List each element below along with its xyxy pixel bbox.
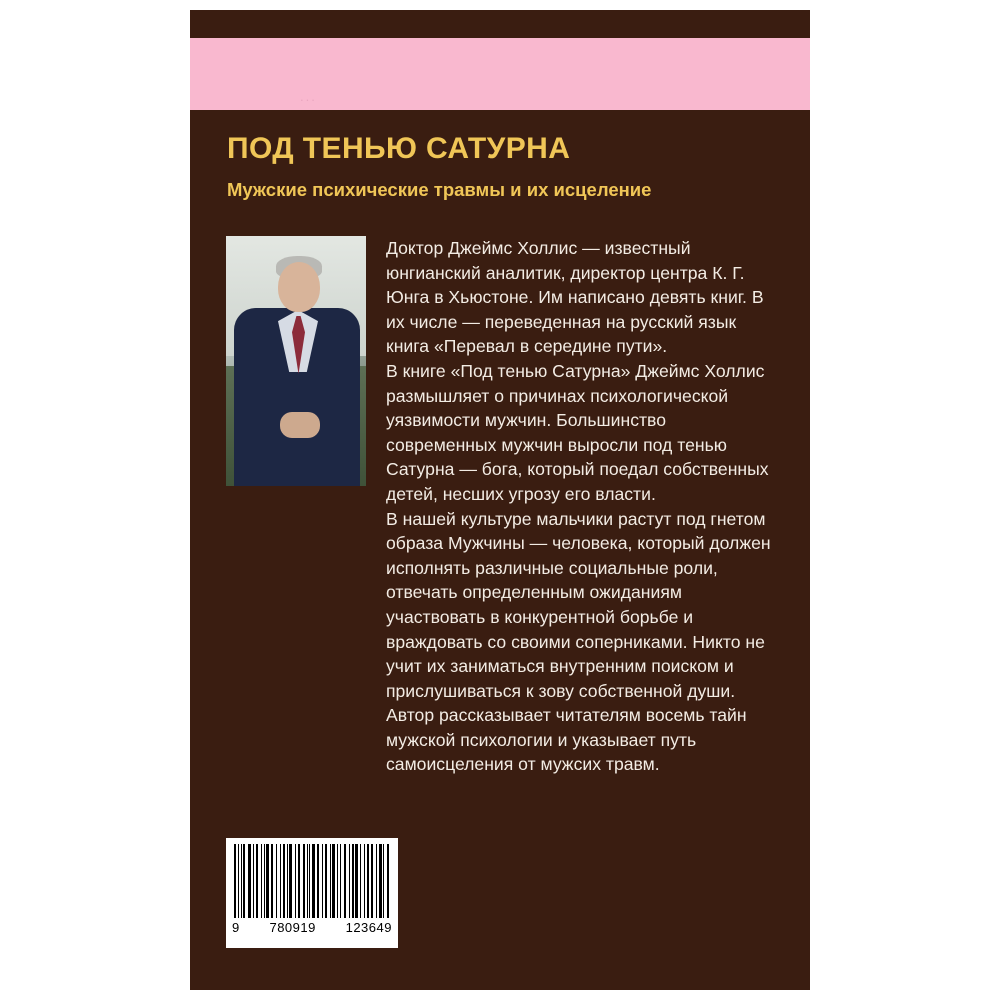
- band-mark: ...: [300, 89, 317, 104]
- pink-band: [190, 38, 810, 110]
- barcode-digits-group1: 780919: [269, 920, 316, 935]
- barcode-bars: [232, 844, 392, 918]
- photo-hands: [280, 412, 320, 438]
- barcode: [226, 838, 398, 948]
- blurb-text: [386, 236, 778, 777]
- barcode-digit-left: 9: [232, 920, 240, 935]
- author-photo: [226, 236, 366, 486]
- barcode-digits-group2: 123649: [345, 920, 392, 935]
- book-title: ПОД ТЕНЬЮ САТУРНА: [227, 132, 571, 165]
- blurb-paragraph: В книге «Под тенью Сатурна» Джеймс Холлис размышляет о причинах психологической уязвимости мужчин. Большинство современных мужчин выросли под тенью Сатурна — бога, который поедал собственных детей, несших угрозу его власти.: [386, 360, 769, 504]
- blurb-paragraph: Автор рассказывает читателям восемь тайн мужской психологии и указывает путь самоисцеления от мужсих травм.: [386, 705, 747, 775]
- book-back-cover: [190, 10, 810, 990]
- blurb-paragraph: Доктор Джеймс Холлис — известный юнгианский аналитик, директор центра К. Г. Юнга в Хьюстоне. Им написано девять книг. В их числе — переведенная на русский язык книга «Перевал в середине пути».: [386, 238, 764, 357]
- barcode-digits: [232, 920, 392, 935]
- blurb-paragraph: В нашей культуре мальчики растут под гнетом образа Мужчины — человека, который должен исполнять различные социальные роли, отвечать определенным ожиданиям участвовать в конкурентной борьбе и враждовать со своими соперниками. Никто не учит их заниматься внутренним поиском и прислушиваться к зову собственной души.: [386, 508, 771, 701]
- book-subtitle: Мужские психические травмы и их исцеление: [227, 179, 652, 200]
- photo-face: [278, 262, 320, 312]
